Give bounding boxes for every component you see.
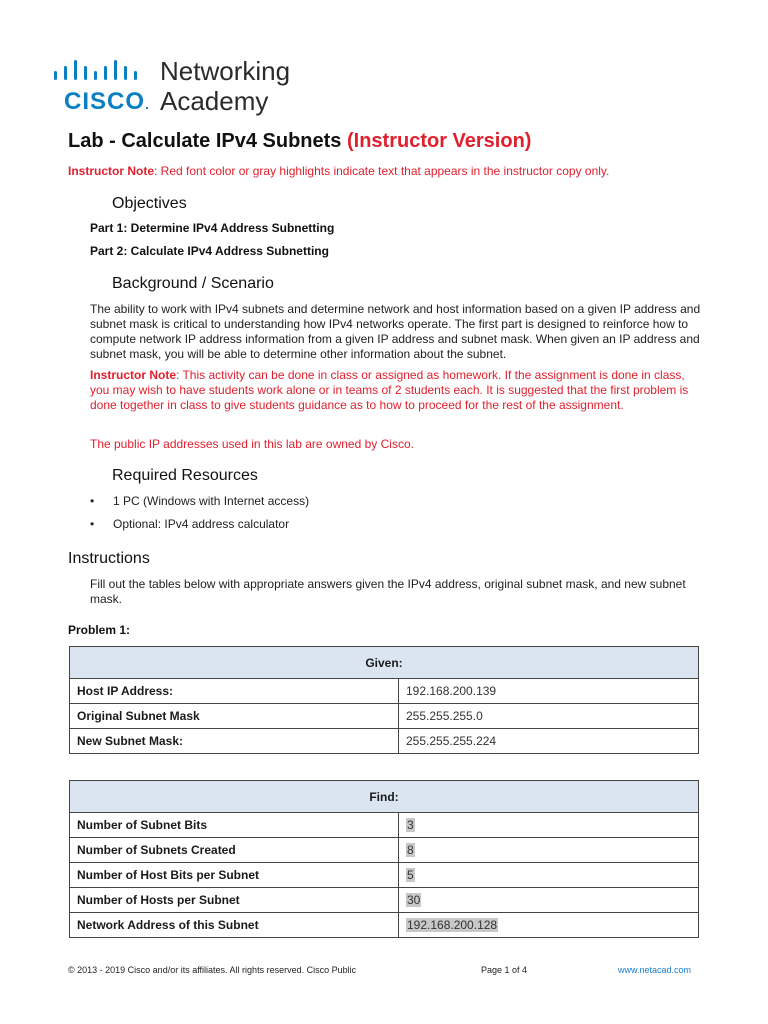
- instructor-note-label: Instructor Note: [68, 164, 155, 178]
- background-heading: Background / Scenario: [112, 275, 274, 292]
- find-key: Number of Subnets Created: [70, 838, 399, 863]
- public-ip-note: The public IP addresses used in this lab are owned by Cisco.: [90, 437, 414, 451]
- resource-item: • 1 PC (Windows with Internet access): [90, 494, 310, 508]
- title-suffix: (Instructor Version): [346, 130, 532, 152]
- logo-academy: Academy: [160, 86, 269, 116]
- resources-heading: Required Resources: [112, 467, 258, 484]
- table-row: [70, 729, 699, 754]
- page-title: [68, 130, 531, 153]
- find-table: [69, 780, 699, 938]
- objective-part-2: Part 2: Calculate IPv4 Address Subnetting: [90, 244, 329, 258]
- answer-highlight: 192.168.200.128: [407, 918, 498, 932]
- title-main: Lab - Calculate IPv4 Subnets: [68, 130, 342, 152]
- instructions-heading: Instructions: [68, 550, 150, 567]
- table-row: [70, 704, 699, 729]
- cisco-wordmark: CISCO.: [64, 88, 150, 115]
- table-row: [70, 838, 699, 863]
- given-value: 192.168.200.139: [399, 679, 699, 704]
- find-value: [399, 863, 699, 888]
- background-instructor-note: [90, 368, 702, 413]
- find-value: [399, 888, 699, 913]
- table-row: [70, 913, 699, 938]
- given-value: 255.255.255.0: [399, 704, 699, 729]
- answer-highlight: 8: [407, 843, 414, 857]
- objectives-heading: Objectives: [112, 195, 187, 212]
- objective-part-1: Part 1: Determine IPv4 Address Subnetting: [90, 221, 335, 235]
- cisco-bars-icon: [52, 58, 148, 84]
- find-value: [399, 813, 699, 838]
- background-paragraph: The ability to work with IPv4 subnets and determine network and host information based on a given IP address and subnet mask is critical to understanding how IPv4 networks operate. The first part is designed to reinforce how to compute network IP address information from a given IP address and subnet mask. When given an IP address and subnet mask, you will be able to determine other information about the subnet.: [90, 302, 701, 361]
- table-row: [70, 863, 699, 888]
- instructor-note-text: : Red font color or gray highlights indicate text that appears in the instructor copy only.: [154, 164, 610, 178]
- bullet-icon: •: [90, 517, 95, 531]
- table-row: [70, 888, 699, 913]
- resource-item: • Optional: IPv4 address calculator: [90, 517, 290, 531]
- given-table: [69, 646, 699, 754]
- background-note-label: Instructor Note: [90, 368, 177, 382]
- find-key: Number of Hosts per Subnet: [70, 888, 399, 913]
- answer-highlight: 5: [407, 868, 414, 882]
- bullet-icon: •: [90, 494, 95, 508]
- given-key: Original Subnet Mask: [70, 704, 399, 729]
- given-value: 255.255.255.224: [399, 729, 699, 754]
- table-row: [70, 813, 699, 838]
- footer-website-link[interactable]: www.netacad.com: [618, 965, 692, 975]
- answer-highlight: 3: [407, 818, 414, 832]
- find-key: Number of Subnet Bits: [70, 813, 399, 838]
- cisco-networking-academy-logo: [52, 58, 312, 118]
- instructions-text: Fill out the tables below with appropriate answers given the IPv4 address, original subnet mask, and new subnet mask.: [90, 577, 686, 606]
- footer-copyright: © 2013 - 2019 Cisco and/or its affiliates. All rights reserved. Cisco Public: [68, 965, 357, 975]
- problem-1-label: Problem 1:: [68, 623, 131, 637]
- given-header: Given:: [70, 647, 699, 679]
- find-value: [399, 913, 699, 938]
- given-key: Host IP Address:: [70, 679, 399, 704]
- find-key: Network Address of this Subnet: [70, 913, 399, 938]
- table-row: [70, 679, 699, 704]
- background-note-text: : This activity can be done in class or assigned as homework. If the assignment is done in class, you may wish to have students work alone or in teams of 2 students each. It is suggested that the first problem is done together in class to give students guidance as to how to proceed for the rest of the assignment.: [90, 368, 689, 412]
- answer-highlight: 30: [407, 893, 421, 907]
- instructor-note: [68, 164, 609, 178]
- logo-networking: Networking: [160, 56, 291, 86]
- find-value: [399, 838, 699, 863]
- given-key: New Subnet Mask:: [70, 729, 399, 754]
- find-header: Find:: [70, 781, 699, 813]
- find-key: Number of Host Bits per Subnet: [70, 863, 399, 888]
- footer-page-number: Page 1 of 4: [481, 965, 528, 975]
